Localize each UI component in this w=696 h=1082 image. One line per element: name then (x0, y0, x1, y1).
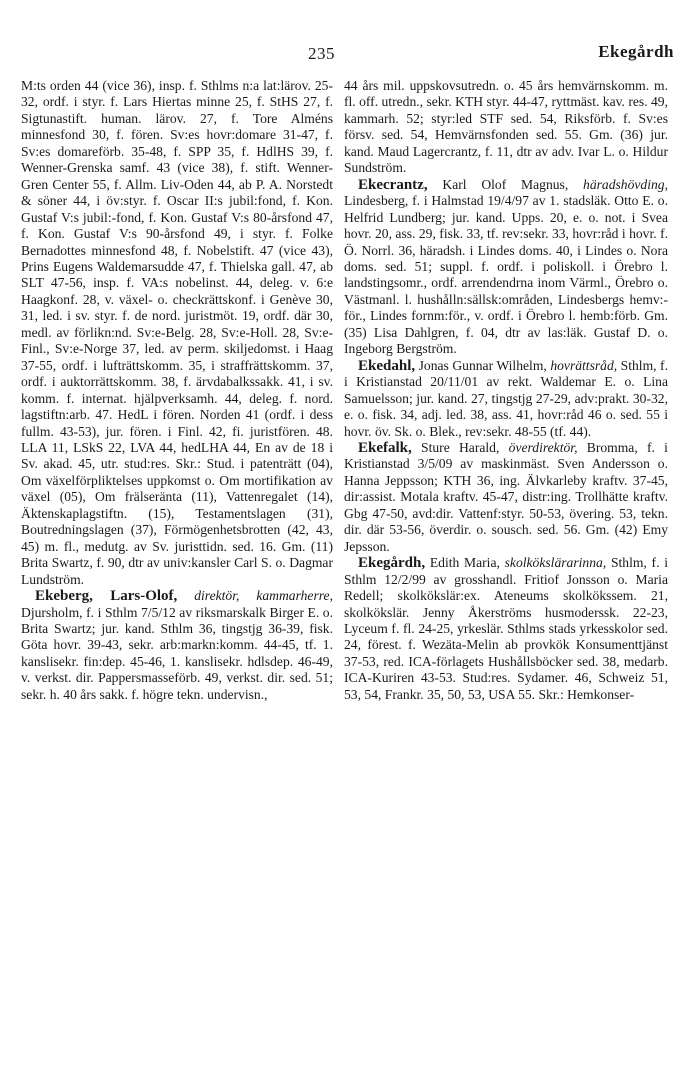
entry-name: Ekefalk, (358, 439, 412, 456)
right-column (344, 78, 668, 703)
entry-given-names: Karl Olof Magnus, (442, 176, 569, 192)
entry-text: Sthlm, f. i Sthlm 12/2/99 av grosshandl. Fritiof Jonsson o. Maria Redell; skolkökslär:ex. Ateneums skolkökssem. 21, skolkökslär. Jenny Åkerströms husmoderssk. 22-23, Lyceum f. fl. 24-25, yrkeslär. Sthlms stads yrkesskolor sed. 24, förest. f. Wezäta-Melin ab provkök Konsumenttjänst 37-53, red. ICA-förlagets Hushållsböcker sed. 38, medarb. ICA-Kuriren 43-53. Stud:res. Sydamer. 46, Schweiz 51, 53, 54, Frankr. 35, 50, 53, USA 55. Skr.: Hemkonser- (344, 555, 668, 702)
left-column (21, 78, 333, 703)
entry-title: skolkökslärarinna, (504, 555, 607, 571)
entry-text: Lindesberg, f. i Halmstad 19/4/97 av 1. stadsläk. Otto E. o. Helfrid Lundberg; jur. kand. Upps. 20, e. o. not. i Svea hovr. 20, ass. 29, fisk. 33, tf. rev:sekr. 33, hovr:råd i hovr. f. Ö. Norrl. 36, häradsh. i Lindes doms. 40, i Lindes o. Nora doms. sed. 51; suppl. f. ordf. i poliskoll. i Örebro l. landstingsomr., ordf. arrendendrna inom Värml., Örebro o. Västmanl. l. hushålln:sällsk:områden, Lindesbergs hemv:-för., Lindes fornm:för., v. ordf. i Örebro l. hemb:förb. Gm. (35) Lisa Dahlgren, f. 04, dtr av las:läk. Gustaf D. o. Ingeborg Bergström. (344, 193, 668, 357)
entry-continuation-left: M:ts orden 44 (vice 36), insp. f. Sthlms n:a lat:lärov. 25-32, ordf. i styr. f. Lars Hiertas minne 25, f. StHS 27, f. Sigtunastift. human. lärov. 27, f. Tore Alméns minnesfond 30, f. fören. Sv:es hovr:domare 31-47, f. Sv:es domareförb. 35-48, f. SPP 35, f. HdlHS 39, f. Wenner-Grenska samf. 43 (vice 38), f. stift. Wenner-Gren Center 55, f. Allm. Liv-Oden 44, ab P. A. Norstedt & söner 44, i öv:styr. f. Oscar II:s jubil:fond, f. Kon. Gustaf V:s jubil:-fond, f. Kon. Gustaf V:s 80-årsfond 47, f. Kon. Gustaf V:s 90-årsfond 49, i styr. f. Folke Bernadottes minnesfond 48, f. Nobelstift. 47 (vice 43), Prins Eugens Waldemarsudde 47, f. Thielska gall. 47, ab SLT 47-56, insp. f. VA:s nobelinst. 44, deleg. v. 6:e Haagkonf. 28, v. växel- o. checkrättskonf. i Genève 30, 31, led. i sv. styr. f. de nord. juristmöt. 19, ordf. där 30, medl. av förlikn:nd. Sv:e-Belg. 28, Sv:e-Holl. 28, Sv:e-Finl., Sv:e-Norge 37, led. av perm. skiljedomst. i Haag 37-55, ordf. i lufträttskomm. 35, i straffrättskomm. 37, ordf. i auktorrättskomm. 38, f. ärvdabalkssakk. 41, i sv. komm. f. internat. hjälpverksamh. 44, deleg. f. nord. lagstiftn:arb. 47. HedL i fören. Norden 41 (ordf. i dess fullm. 43-53), jur. fören. i Finl. 42, fi. juristfören. 48. LLA 11, LSkS 22, LVA 44, hedLHA 44, En av de 18 i Sv. akad. 45, utr. stud:res. Skr.: Stud. i patenträtt (04), Om växelförpliktelses uppkomst o. Om mortifikation av växel (05), Om frälseränta (11), Vattenregalet (14), Äktenskaplagstiftn. (15), Testamentslagen (31), Boutredningslagen (37), Förmögenhetsbrotten (42, 43, 45) m. fl., medutg. av Sv. juristtidn. sed. 16. Gm. (11) Brita Swartz, f. 90, dtr av univ:kansler Carl S. o. Dagmar Lundström. (21, 78, 333, 587)
page-number: 235 (308, 44, 335, 63)
entry-ekegardh (344, 555, 668, 703)
entry-text: Bromma, f. i Kristianstad 3/5/09 av maskinmäst. Sven Andersson o. Hanna Jeppsson; KTH 36, ing. Älvkarleby kraftv. 37-45, dir:assist. Motala kraftv. 45-47, distr:ing. Trollhätte kraftv. Gbg 47-50, avd:dir. Vattenf:styr. 50-53, övering. 53, tekn. dir. där 53-56, överdir. o. sousch. sed. 56. Gm. (42) Emy Jepsson. (344, 439, 668, 554)
entry-text: Djursholm, f. i Sthlm 7/5/12 av riksmarskalk Birger E. o. Brita Swartz; jur. kand. Sthlm 36, tingstjg 36-39, fisk. Göta hovr. 39-43, sekr. arb:markn:komm. 44-45, tf. 1. kanslisekr. fin:dep. 45-46, 1. kanslisekr. hdlsdep. 46-49, v. verkst. dir. Pappersmasseförb. 49, verkst. dir. sed. 51; sekr. h. 40 års sakk. f. högre tekn. undervisn., (21, 604, 333, 702)
entry-title: överdirektör, (508, 439, 578, 455)
entry-name: Ekeberg, Lars-Olof, (35, 588, 178, 605)
entry-ekefalk (344, 440, 668, 555)
entry-given-names: Jonas Gunnar Wilhelm, (418, 357, 547, 373)
entry-ekecrantz (344, 177, 668, 358)
entry-name: Ekecrantz, (358, 176, 428, 193)
entry-title: direktör, kammarherre, (194, 588, 333, 604)
entry-continuation-right: 44 års mil. uppskovsutredn. o. 45 års hemvärnskomm. m. fl. off. utredn., sekr. KTH styr. 44-47, ryttmäst. kav. res. 49, kammarh. 52; styr:led STF sed. 54, Riksförb. f. Sv:es försv. sed. 54, Hemvärnsfonden sed. 55. Gm. (36) jur. kand. Maud Lagercrantz, f. 11, dtr av adv. Ivar L. o. Hildur Sundström. (344, 78, 668, 176)
entry-name: Ekedahl, (358, 357, 416, 374)
entry-given-names: Edith Maria, (429, 555, 500, 571)
entry-name: Ekegårdh, (358, 555, 426, 572)
entry-ekeberg (21, 588, 333, 703)
entry-title: häradshövding, (583, 176, 668, 192)
entry-given-names: Sture Harald, (421, 439, 500, 455)
entry-text: Sthlm, f. i Kristianstad 20/11/01 av rekt. Waldemar E. o. Lina Samuelsson; jur. kand. 27, tingstjg 27-29, adv:prakt. 30-32, e. o. fisk. 34, adj. led. 38, ass. 41, hovr:råd 46 o. sed. 55 i hovr. öv. Sk. o. Blek., rev:sekr. 48-55 (tf. 44). (344, 357, 668, 439)
running-head: Ekegårdh (598, 42, 674, 61)
entry-title: hovrättsråd, (550, 357, 618, 373)
entry-ekedahl (344, 358, 668, 440)
